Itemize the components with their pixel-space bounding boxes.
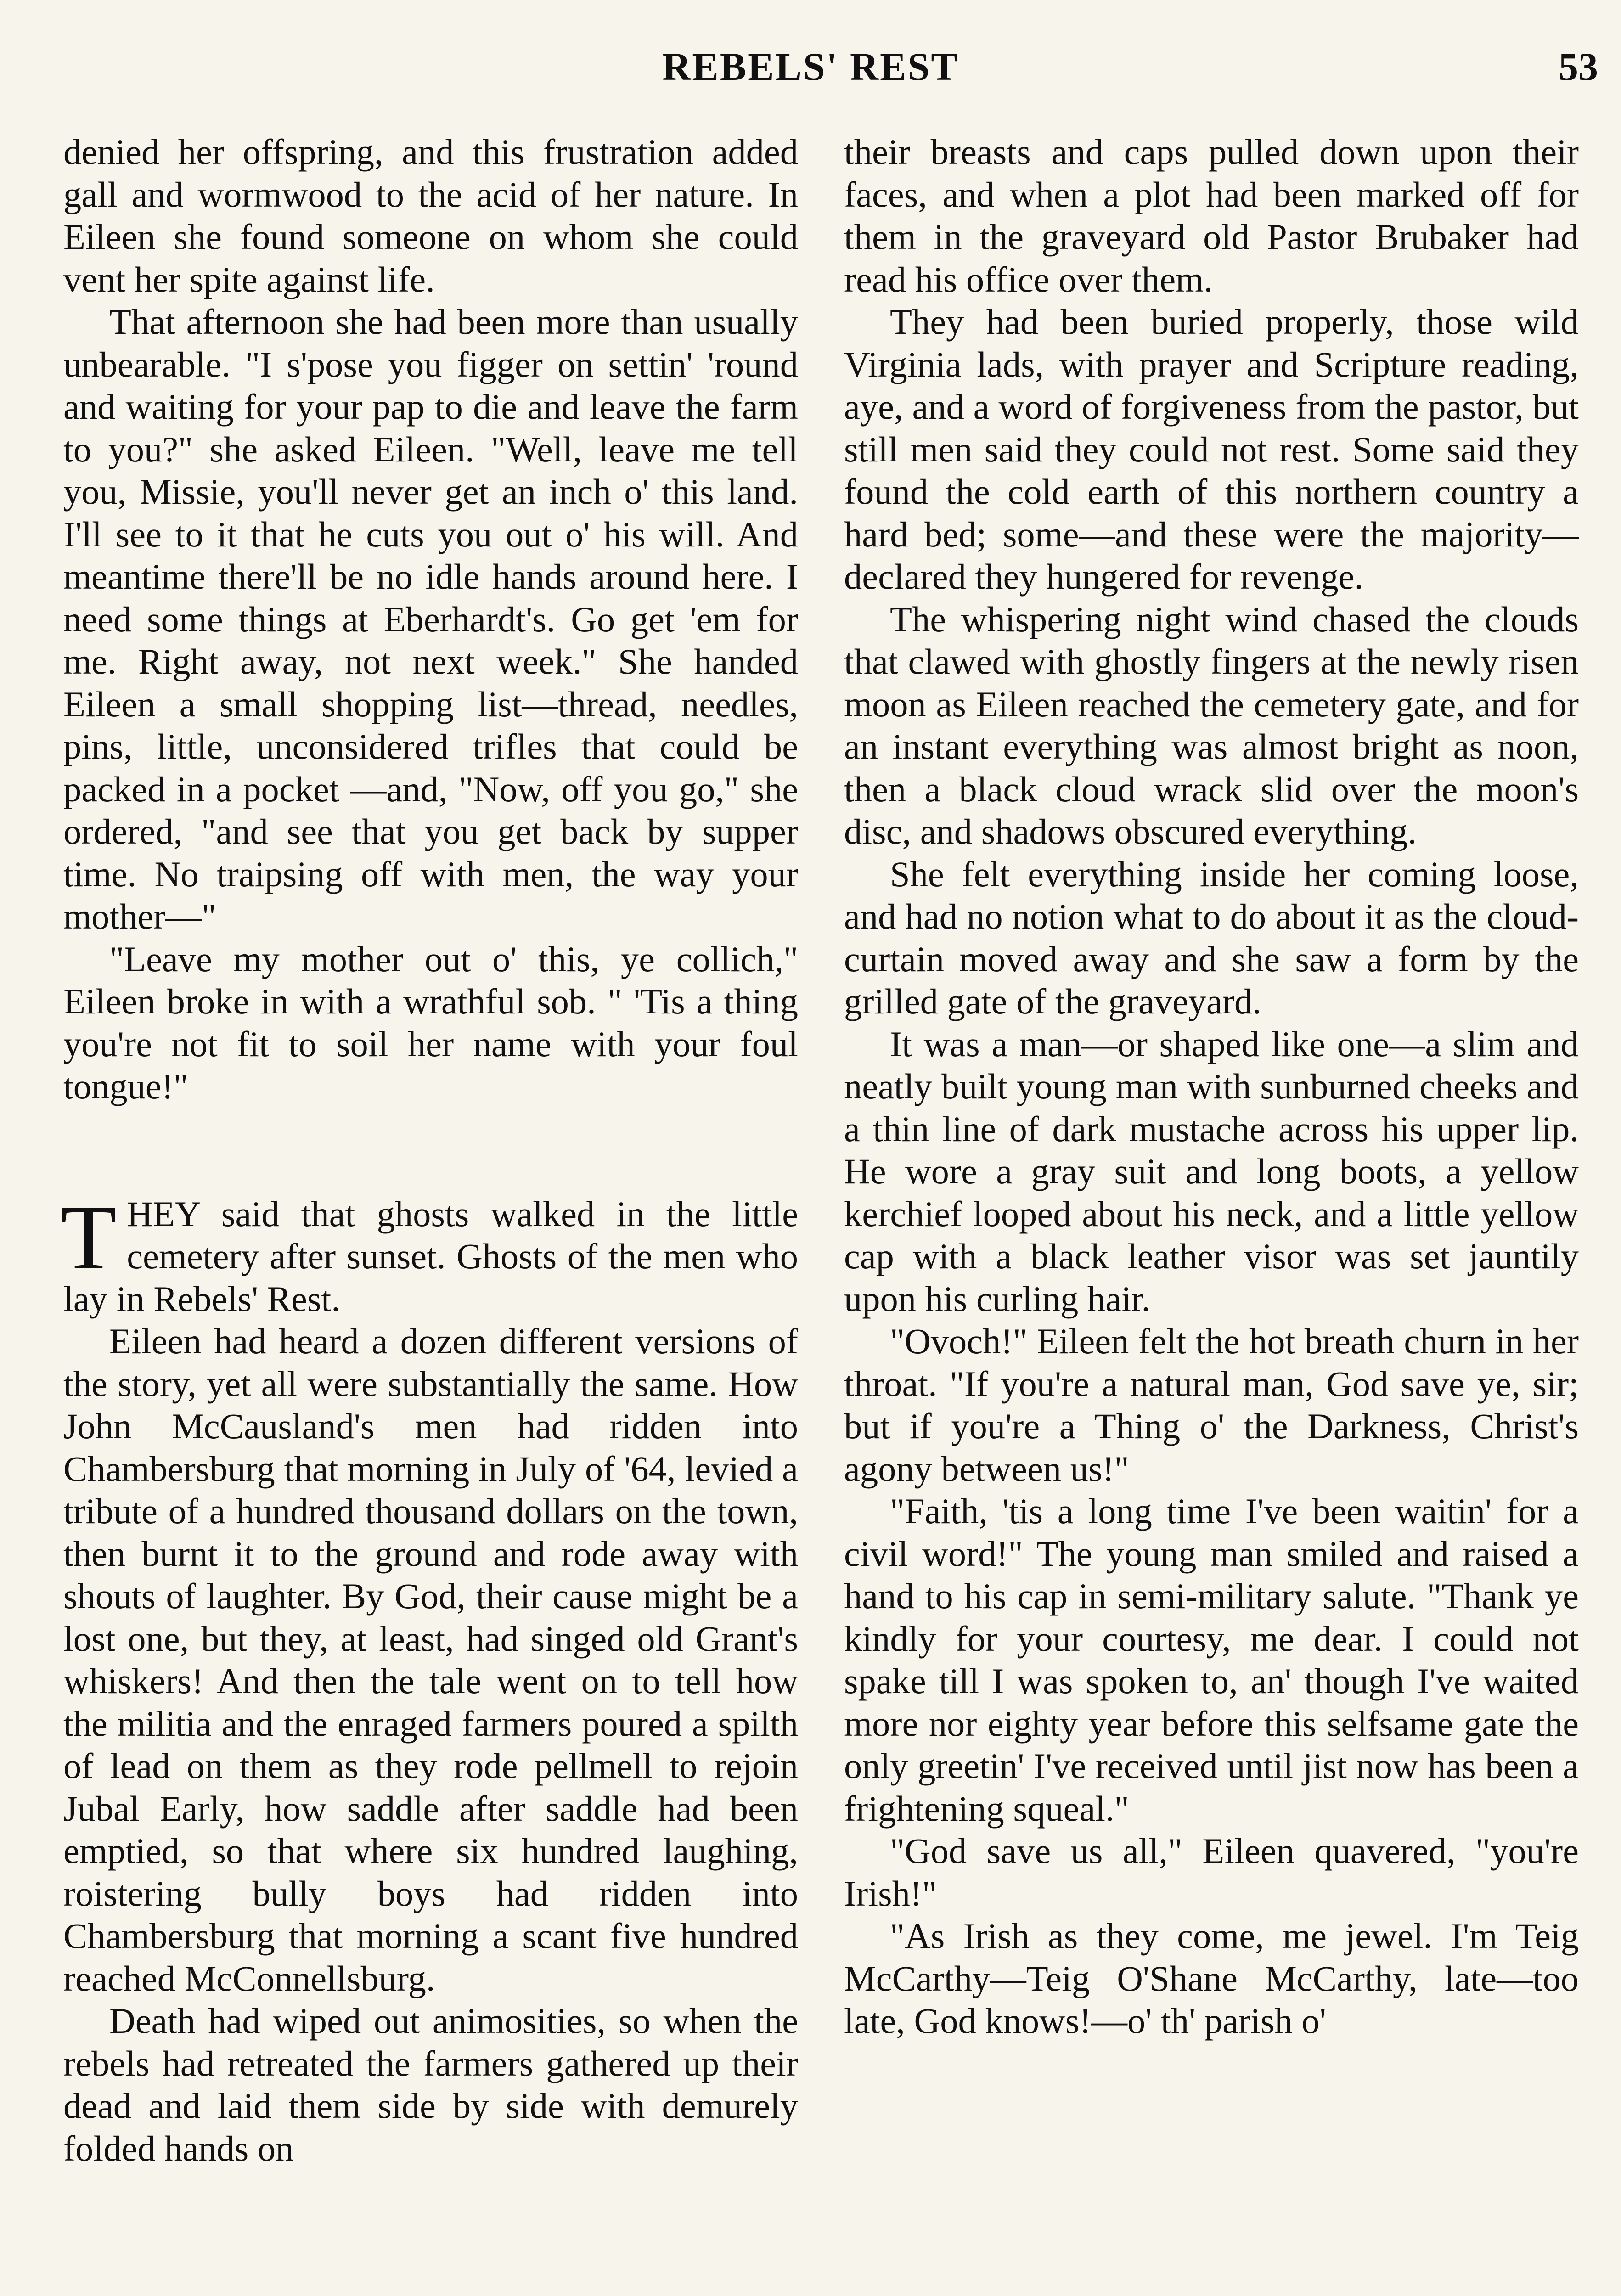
paragraph: "Faith, 'tis a long time I've been waitin' for a civil word!" The young man smiled and raised a hand to his cap in semi-military salute. "Thank ye kindly for your courtesy, me dear. I could not spake till I was spoken to, an' though I've waited more nor eighty year before this selfsame gate the only greetin' I've received until jist now has been a frightening squeal." (844, 1491, 1579, 1829)
paragraph: Death had wiped out animosities, so when the rebels had retreated the farmers gathered up their dead and laid them side by side with demurely folded hands on (63, 2001, 798, 2168)
paragraph: their breasts and caps pulled down upon their faces, and when a plot had been marked off for them in the graveyard old Pastor Brubaker had read his office over them. (844, 132, 1579, 299)
paragraph: She felt everything inside her coming loose, and had no notion what to do about it as the cloud-curtain moved away and she saw a form by the grilled gate of the graveyard. (844, 854, 1579, 1021)
paragraph: "Leave my mother out o' this, ye collich," Eileen broke in with a wrathful sob. " 'Tis a thing you're not fit to soil her name with your foul tongue!" (63, 939, 798, 1106)
running-title: REBELS' REST (662, 45, 959, 89)
section-opening-paragraph (61, 1187, 798, 1321)
paragraph: "God save us all," Eileen quavered, "you're Irish!" (844, 1831, 1579, 1913)
paragraph: They had been buried properly, those wild Virginia lads, with prayer and Scripture reading, aye, and a word of forgiveness from the pastor, but still men said they could not rest. Some said they found the cold earth of this northern country a hard bed; some—and these were the majority—declared they hungered for revenge. (844, 302, 1579, 597)
page-number: 53 (1559, 45, 1598, 89)
section-opening-text: HEY said that ghosts walked in the little cemetery after sunset. Ghosts of the men who lay in Rebels' Rest. (63, 1193, 798, 1319)
paragraph: "Ovoch!" Eileen felt the hot breath churn in her throat. "If you're a natural man, God save ye, sir; but if you're a Thing o' the Darkness, Christ's agony between us!" (844, 1321, 1579, 1489)
paragraph: The whispering night wind chased the clouds that clawed with ghostly fingers at the newly risen moon as Eileen reached the cemetery gate, and for an instant everything was almost bright as noon, then a black cloud wrack slid over the moon's disc, and shadows obscured everything. (844, 599, 1579, 851)
paragraph: It was a man—or shaped like one—a slim and neatly built young man with sunburned cheeks and a thin line of dark mustache across his upper lip. He wore a gray suit and long boots, a yellow kerchief looped about his neck, and a little yellow cap with a black leather visor was set jauntily upon his curling hair. (844, 1024, 1579, 1319)
left-column (63, 131, 798, 2170)
paragraph: "As Irish as they come, me jewel. I'm Teig McCarthy—Teig O'Shane McCarthy, late—too late, God knows!—o' th' parish o' (844, 1916, 1579, 2041)
paragraph: denied her offspring, and this frustration added gall and wormwood to the acid of her nature. In Eileen she found someone on whom she could vent her spite against life. (63, 132, 798, 299)
paragraph: Eileen had heard a dozen different versions of the story, yet all were substantially the same. How John McCausland's men had ridden into Chambersburg that morning in July of '64, levied a tribute of a hundred thousand dollars on the town, then burnt it to the ground and rode away with shouts of laughter. By God, their cause might be a lost one, but they, at least, had singed old Grant's whiskers! And then the tale went on to tell how the militia and the enraged farmers poured a spilth of lead on them as they rode pellmell to rejoin Jubal Early, how saddle after saddle had been emptied, so that where six hundred laughing, roistering bully boys had ridden into Chambersburg that morning a scant five hundred reached McConnellsburg. (63, 1321, 798, 1998)
running-head (0, 44, 1621, 94)
paragraph: That afternoon she had been more than usually unbearable. "I s'pose you figger on settin' 'round and waiting for your pap to die and leave the farm to you?" she asked Eileen. "Well, leave me tell you, Missie, you'll never get an inch o' this land. I'll see to it that he cuts you out o' his will. And meantime there'll be no idle hands around here. I need some things at Eberhardt's. Go get 'em for me. Right away, not next week." She handed Eileen a small shopping list—thread, needles, pins, little, unconsidered trifles that could be packed in a pocket —and, "Now, off you go," she ordered, "and see that you get back by supper time. No traipsing off with men, the way your mother—" (63, 302, 798, 936)
right-column (844, 131, 1579, 2043)
drop-cap: T (61, 1187, 117, 1289)
